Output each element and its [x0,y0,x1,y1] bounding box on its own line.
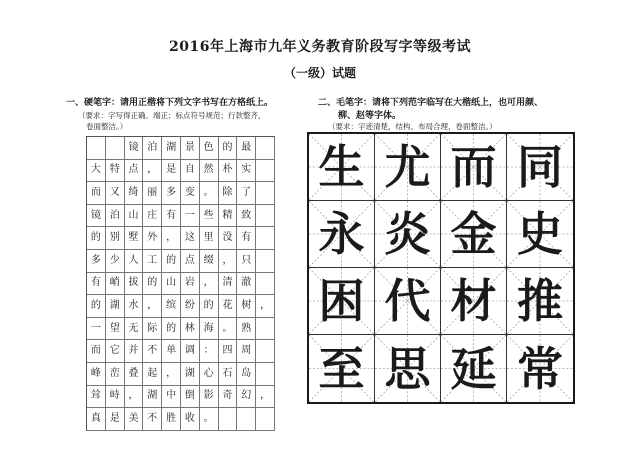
grid-cell: 镜 [125,137,144,160]
brush-character: 延 [450,341,497,396]
grid-cell: 耸 [87,386,106,409]
hardpen-text-grid [86,136,275,431]
grid-cell: 无 [125,318,144,341]
grid-cell: 熟 [237,318,256,341]
grid-cell [256,318,275,341]
grid-cell [87,137,106,160]
brush-char-cell [309,201,375,268]
grid-cell: 少 [106,250,125,273]
brush-character: 常 [517,341,563,396]
grid-cell: 树 [237,295,256,318]
grid-cell: ， [256,386,275,409]
brush-character: 永 [318,207,365,261]
brush-character: 史 [517,207,563,261]
grid-cell: 工 [143,250,162,273]
grid-cell: 心 [200,363,219,386]
grid-cell: ， [143,160,162,183]
grid-cell: 湖 [162,137,181,160]
grid-cell [256,137,275,160]
section2-heading-line2: 柳、赵等字体。 [338,111,402,121]
grid-cell: 水 [125,295,144,318]
grid-cell: 。 [219,318,238,341]
grid-cell: 朴 [219,160,238,183]
grid-cell: 缤 [162,295,181,318]
grid-cell: 然 [200,160,219,183]
brush-character: 尤 [384,140,431,194]
brush-character-grid [307,132,575,404]
grid-cell: 收 [181,408,200,431]
grid-cell: ： [200,340,219,363]
brush-char-cell [309,134,375,201]
grid-cell: 泊 [106,205,125,228]
grid-cell [256,340,275,363]
section2-requirement: （要求：字迹清楚，结构、布局合理，卷面整洁。） [328,122,497,131]
grid-cell: 不 [143,408,162,431]
section1-requirement-line1: （要求：字写得正确、端正；标点符号规范；行款整齐， [78,111,266,120]
brush-char-cell [309,335,375,402]
grid-cell: 花 [219,295,238,318]
grid-cell: 。 [200,182,219,205]
grid-cell: 峦 [106,363,125,386]
grid-cell: 外 [143,227,162,250]
brush-char-cell [375,201,441,268]
grid-cell: 周 [237,340,256,363]
grid-cell: 泊 [143,137,162,160]
brush-character: 至 [318,341,365,396]
grid-cell: 是 [106,408,125,431]
brush-character: 代 [384,274,431,328]
grid-cell: 最 [237,137,256,160]
grid-cell: 的 [87,295,106,318]
grid-cell: 。 [200,408,219,431]
grid-cell [219,408,238,431]
grid-cell [256,205,275,228]
brush-character: 同 [517,140,563,194]
grid-cell: 际 [143,318,162,341]
grid-cell: 真 [87,408,106,431]
grid-cell: 景 [181,137,200,160]
grid-cell: 些 [200,205,219,228]
grid-cell: 不 [143,340,162,363]
section1-requirement-line2: 卷面整洁。） [86,122,128,131]
brush-char-cell [441,335,507,402]
grid-cell: 镜 [87,205,106,228]
grid-cell: 只 [237,250,256,273]
grid-cell: 里 [200,227,219,250]
section1-heading: 一、硬笔字：请用正楷将下列文字书写在方格纸上。 [66,98,274,108]
grid-cell: ， [162,227,181,250]
grid-cell: 丽 [143,182,162,205]
grid-cell: 是 [162,160,181,183]
brush-char-cell [507,335,573,402]
grid-cell [256,227,275,250]
grid-cell: 的 [162,250,181,273]
grid-cell: 这 [181,227,200,250]
grid-cell: 峭 [106,273,125,296]
exam-title: 2016年上海市九年义务教育阶段写字等级考试 [169,39,471,55]
grid-cell: 奇 [219,386,238,409]
brush-char-cell [507,201,573,268]
grid-cell: 山 [162,273,181,296]
grid-cell: 叠 [125,363,144,386]
grid-cell: 没 [219,227,238,250]
grid-cell: 望 [106,318,125,341]
brush-character: 生 [318,140,365,194]
grid-cell: 变 [181,182,200,205]
grid-cell [256,250,275,273]
grid-cell: ， [143,295,162,318]
grid-cell: 清 [219,273,238,296]
grid-cell: 除 [219,182,238,205]
grid-cell: 的 [87,227,106,250]
grid-cell [256,273,275,296]
brush-char-cell [441,134,507,201]
grid-cell: 海 [200,318,219,341]
grid-cell: 湖 [181,363,200,386]
grid-cell: 多 [87,250,106,273]
exam-subtitle: （一级）试题 [283,66,356,80]
brush-char-cell [507,268,573,335]
grid-cell: 岛 [237,363,256,386]
grid-cell: 倒 [181,386,200,409]
grid-cell: 大 [87,160,106,183]
grid-cell: 又 [106,182,125,205]
grid-cell: 而 [87,182,106,205]
grid-cell: 幻 [237,386,256,409]
grid-cell: 调 [181,340,200,363]
grid-cell [237,408,256,431]
grid-cell: 致 [237,205,256,228]
brush-char-cell [375,335,441,402]
grid-cell: 林 [181,318,200,341]
grid-cell [256,363,275,386]
grid-cell [256,408,275,431]
grid-cell: ， [162,363,181,386]
grid-cell [256,160,275,183]
grid-cell: 自 [181,160,200,183]
grid-cell: 山 [125,205,144,228]
grid-cell: ， [219,250,238,273]
grid-cell: 胜 [162,408,181,431]
grid-cell: 一 [87,318,106,341]
grid-cell: 单 [162,340,181,363]
grid-cell: 有 [162,205,181,228]
brush-character: 金 [450,207,497,261]
grid-cell: 它 [106,340,125,363]
grid-cell: 特 [106,160,125,183]
grid-cell: 缀 [200,250,219,273]
grid-cell [256,182,275,205]
grid-cell: 有 [87,273,106,296]
grid-cell: 四 [219,340,238,363]
grid-cell: 的 [143,273,162,296]
brush-character: 而 [450,140,497,194]
brush-char-cell [309,268,375,335]
brush-character: 材 [450,274,497,328]
grid-cell: 拔 [125,273,144,296]
brush-char-cell [441,268,507,335]
grid-cell: 了 [237,182,256,205]
grid-cell: 影 [200,386,219,409]
grid-cell: 美 [125,408,144,431]
grid-cell: ， [256,295,275,318]
brush-character: 炎 [384,207,431,261]
brush-character: 困 [318,274,365,328]
grid-cell: 岩 [181,273,200,296]
brush-char-cell [375,134,441,201]
brush-character: 推 [517,274,563,328]
grid-cell: 石 [219,363,238,386]
grid-cell: 纷 [181,295,200,318]
grid-cell: ， [125,386,144,409]
grid-cell: 起 [143,363,162,386]
section2-heading-line1: 二、毛笔字：请将下列范字临写在大楷纸上，也可用颜、 [318,98,544,108]
grid-cell: 峰 [87,363,106,386]
grid-cell: 的 [200,295,219,318]
grid-cell: 实 [237,160,256,183]
grid-cell: 点 [181,250,200,273]
grid-cell: 中 [162,386,181,409]
grid-cell: 人 [125,250,144,273]
grid-cell: 精 [219,205,238,228]
brush-char-cell [507,134,573,201]
grid-cell: 并 [125,340,144,363]
grid-cell: 色 [200,137,219,160]
grid-cell: 峙 [106,386,125,409]
brush-character: 思 [384,341,431,396]
grid-cell: 点 [125,160,144,183]
grid-cell: 多 [162,182,181,205]
grid-cell: 的 [219,137,238,160]
brush-char-cell [375,268,441,335]
grid-cell: 一 [181,205,200,228]
grid-cell: 而 [87,340,106,363]
grid-cell: 的 [162,318,181,341]
grid-cell: 绮 [125,182,144,205]
grid-cell: 湖 [143,386,162,409]
grid-cell: 有 [237,227,256,250]
grid-cell [106,137,125,160]
brush-char-cell [441,201,507,268]
grid-cell: 墅 [125,227,144,250]
grid-cell: 湖 [106,295,125,318]
grid-cell: 庄 [143,205,162,228]
grid-cell: ， [200,273,219,296]
grid-cell: 别 [106,227,125,250]
grid-cell: 澈 [237,273,256,296]
